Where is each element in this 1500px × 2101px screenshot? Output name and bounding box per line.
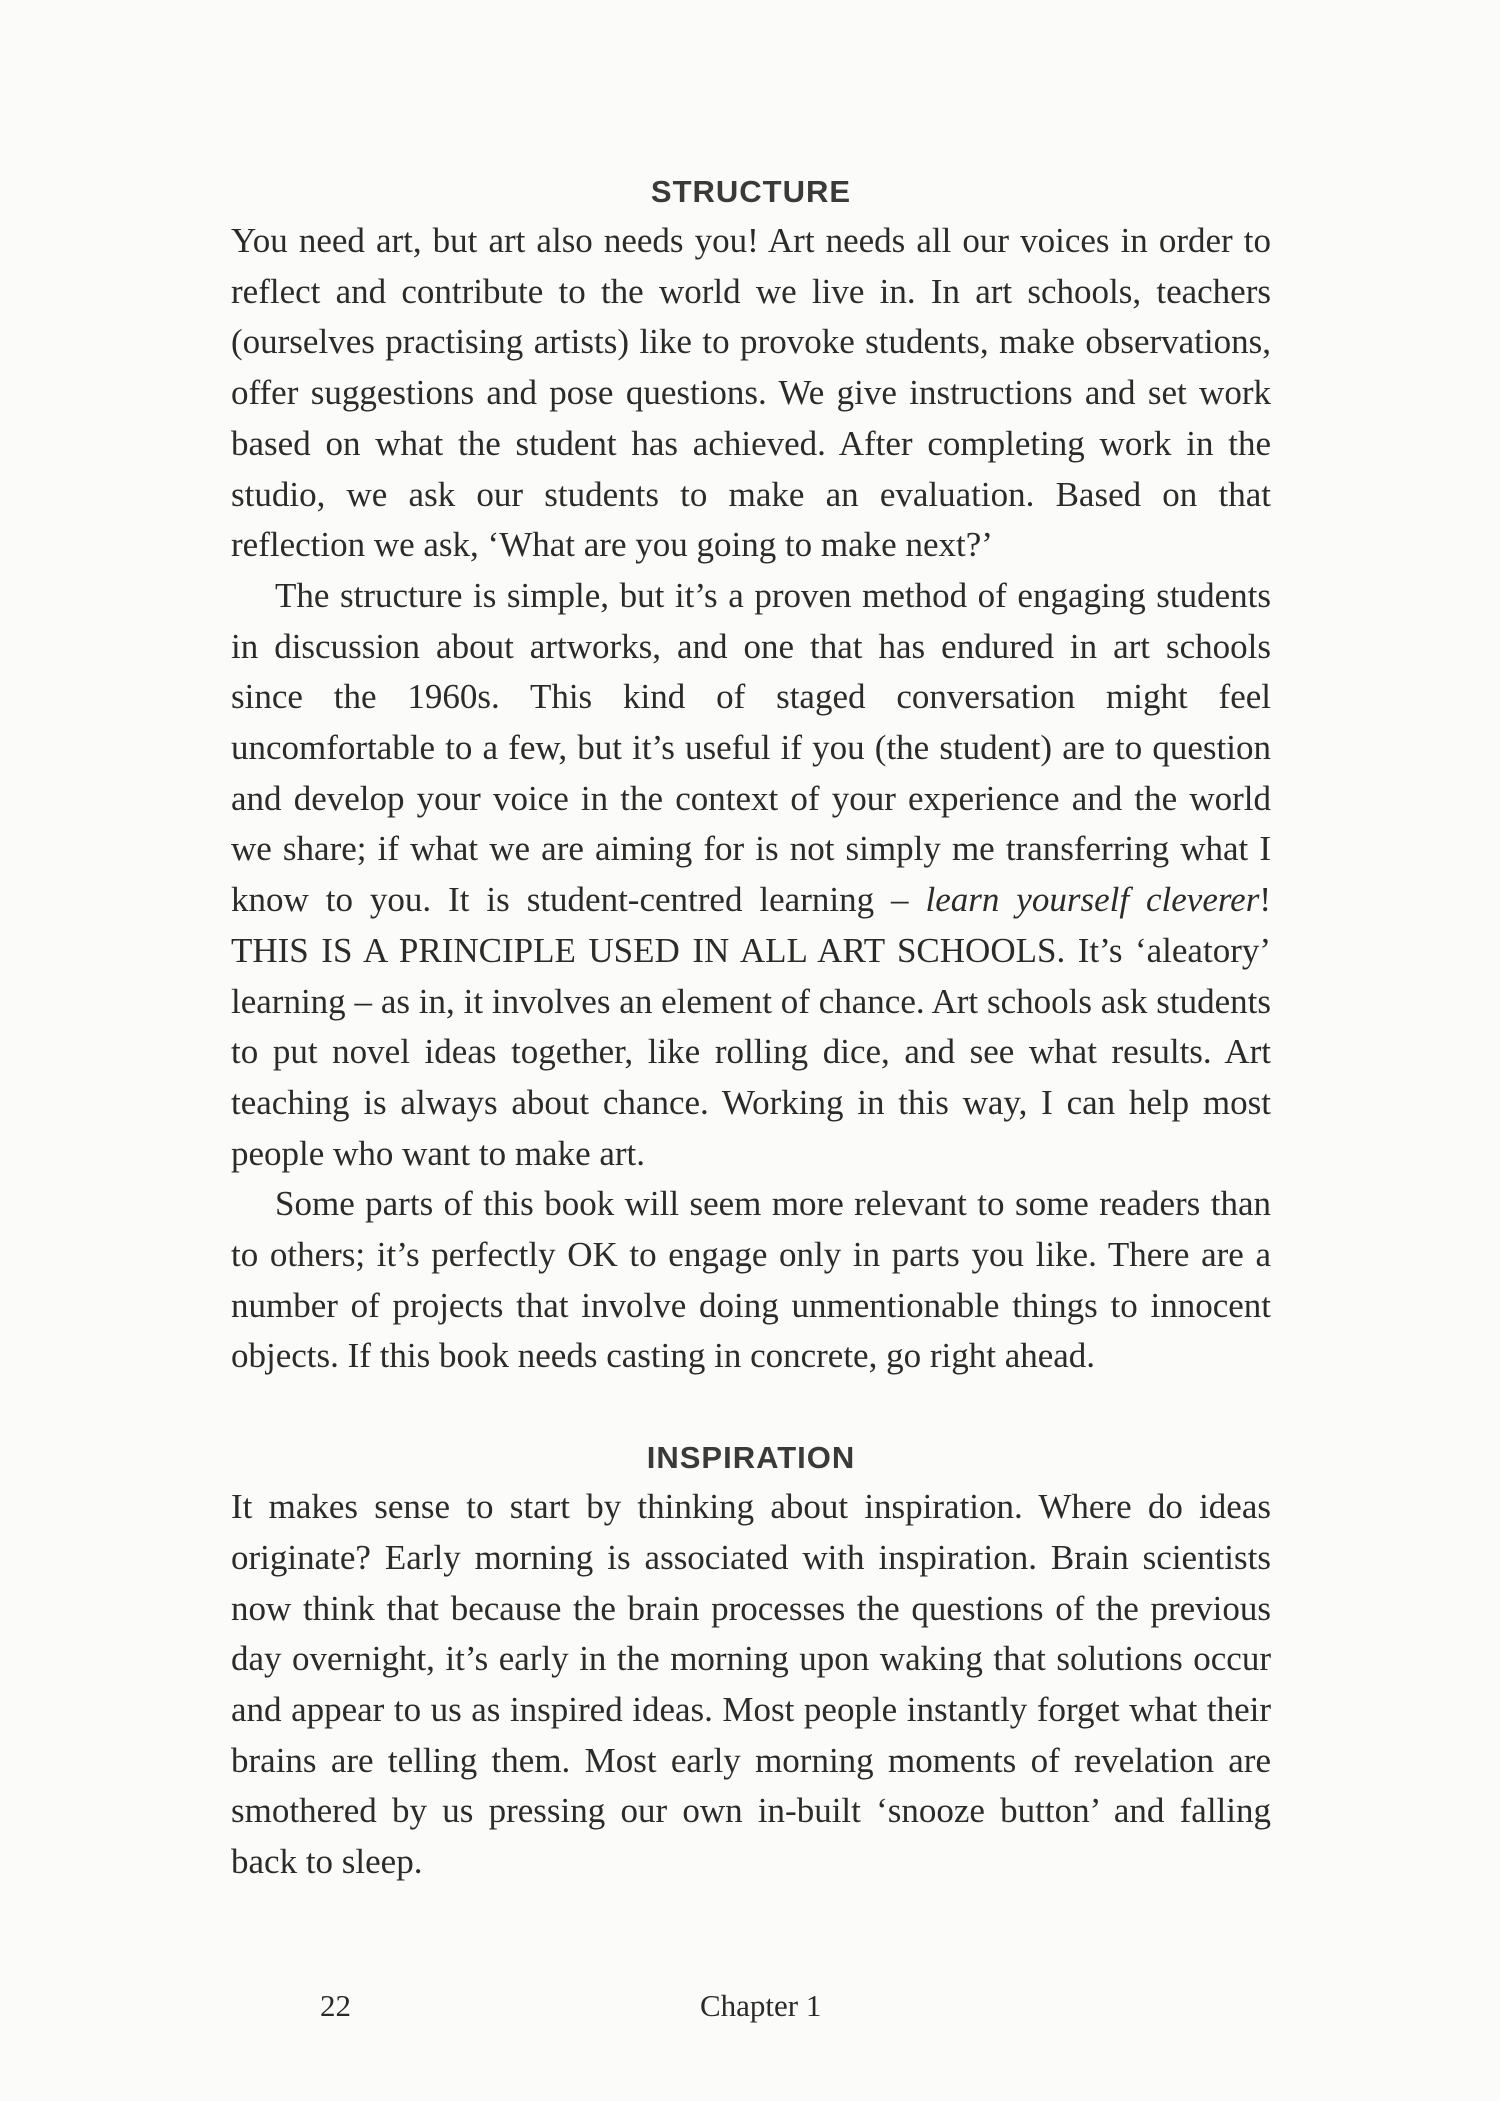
structure-paragraph-2 — [231, 571, 1271, 1179]
structure-paragraph-3: Some parts of this book will seem more relevant to some readers than to others; it’s perfectly OK to engage only in parts you like. There are a number of projects that involve doing unmentionable things to innocent objects. If this book needs casting in concrete, go right ahead. — [231, 1184, 1271, 1376]
section-heading-inspiration: INSPIRATION — [646, 1440, 856, 1476]
inspiration-paragraph-1: It makes sense to start by thinking about inspiration. Where do ideas originate? Early morning is associated with inspiration. Brain scientists now think that because the brain processes the questions of the previous day overnight, it’s early in the morning upon waking that solutions occur and appear to us as inspired ideas. Most people instantly forget what their brains are telling them. Most early morning moments of revelation are smothered by us pressing our own in-built ‘snooze button’ and falling back to sleep. — [231, 1487, 1271, 1882]
structure-paragraph-2-emphasis: learn yourself cleverer — [925, 880, 1260, 920]
text-block — [231, 168, 1271, 1888]
structure-paragraph-1: You need art, but art also needs you! Art needs all our voices in order to reflect and contribute to the world we live in. In art schools, teachers (ourselves practising artists) like to provoke students, make observations, offer suggestions and pose questions. We give instructions and set work based on what the student has achieved. After completing work in the studio, we ask our students to make an evaluation. Based on that reflection we ask, ‘What are you going to make next?’ — [231, 221, 1271, 565]
structure-paragraph-2-part-1: The structure is simple, but it’s a proven method of engaging students in discussion about artworks, and one that has endured in art schools since the 1960s. This kind of staged conversation might feel uncomfortable to a few, but it’s useful if you (the student) are to question and develop your voice in the context of your experience and the world we share; if what we are aiming for is not simply me transferring what I know to you. It is student-centred learning – — [231, 575, 1271, 920]
structure-paragraph-2-part-2: ! THIS IS A PRINCIPLE USED IN ALL ART SCHOOLS. It’s ‘aleatory’ learning – as in, it involves an element of chance. Art schools ask students to put novel ideas together, like rolling dice, and see what results. Art teaching is always about chance. Working in this way, I can help most people who want to make art. — [231, 880, 1271, 1173]
page-number: 22 — [320, 1988, 351, 2023]
chapter-label: Chapter 1 — [700, 1988, 822, 2023]
page-footer — [0, 1988, 1500, 2036]
section-heading-structure: STRUCTURE — [650, 174, 852, 209]
